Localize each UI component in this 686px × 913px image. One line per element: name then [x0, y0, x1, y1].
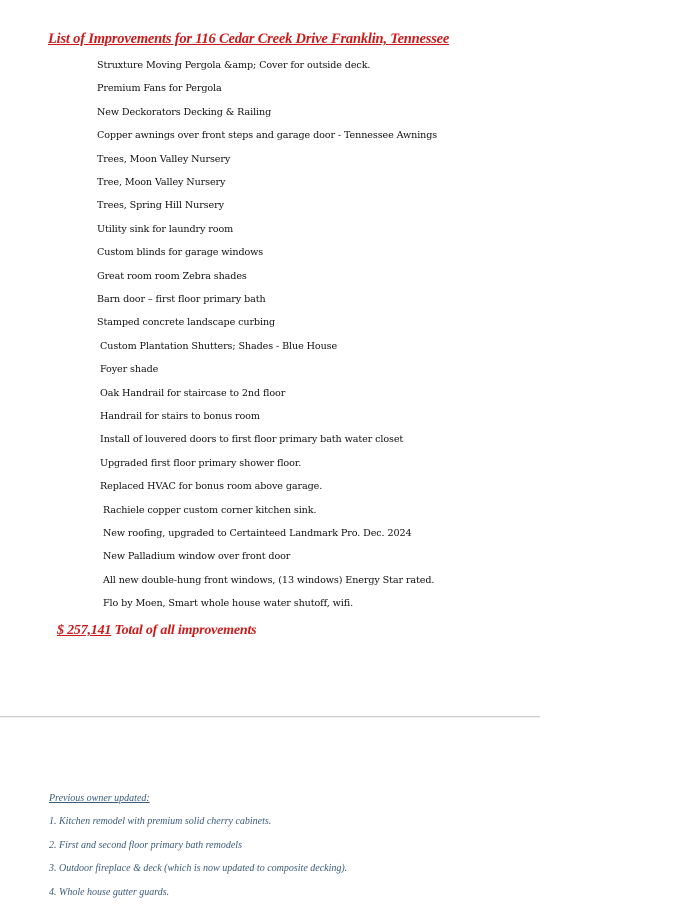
item-description: Foyer shade	[100, 364, 159, 376]
total-line	[57, 623, 256, 639]
item-description: Upgraded first floor primary shower floor.	[100, 457, 302, 469]
item-description: New Deckorators Decking & Railing	[97, 106, 272, 118]
item-description: Oak Handrail for staircase to 2nd floor	[100, 387, 286, 399]
section-divider	[0, 716, 540, 717]
item-description: Tree, Moon Valley Nursery	[97, 177, 226, 188]
item-description: Replaced HVAC for bonus room above garage.	[100, 481, 323, 493]
item-description: Barn door – first floor primary bath	[97, 294, 266, 305]
item-description: New Palladium window over front door	[103, 551, 291, 563]
item-description: Install of louvered doors to first floor primary bath water closet	[100, 434, 404, 446]
item-description: Struxture Moving Pergola &amp; Cover for outside deck.	[97, 60, 371, 71]
item-description: Great room room Zebra shades	[97, 270, 247, 282]
item-description: Custom Plantation Shutters; Shades - Blue House	[100, 340, 338, 352]
item-description: Premium Fans for Pergola	[97, 83, 222, 95]
item-description: Handrail for stairs to bonus room	[100, 411, 260, 422]
item-description: All new double-hung front windows, (13 windows) Energy Star rated.	[103, 574, 435, 586]
document-title: List of Improvements for 116 Cedar Creek Drive Franklin, Tennessee	[48, 31, 450, 47]
item-description: Rachiele copper custom corner kitchen sink.	[103, 504, 317, 516]
item-description: New roofing, upgraded to Certainteed Landmark Pro. Dec. 2024	[103, 528, 412, 539]
previous-owner-item: 4. Whole house gutter guards.	[49, 886, 170, 898]
item-description: Trees, Moon Valley Nursery	[97, 153, 231, 165]
previous-owner-item: 1. Kitchen remodel with premium solid cherry cabinets.	[49, 816, 272, 827]
item-description: Utility sink for laundry room	[97, 223, 234, 235]
total-label: Total of all improvements	[114, 623, 257, 638]
item-description: Trees, Spring Hill Nursery	[97, 200, 224, 212]
item-description: Stamped concrete landscape curbing	[97, 317, 276, 329]
item-description: Flo by Moen, Smart whole house water shutoff, wifi.	[103, 598, 354, 610]
previous-owner-heading: Previous owner updated:	[49, 793, 150, 804]
previous-owner-item: 2. First and second floor primary bath remodels	[49, 839, 242, 851]
total-amount: $ 257,141	[57, 623, 112, 638]
previous-owner-item: 3. Outdoor fireplace & deck (which is now updated to composite decking).	[49, 863, 348, 874]
item-description: Custom blinds for garage windows	[97, 247, 264, 259]
item-description: Copper awnings over front steps and garage door - Tennessee Awnings	[97, 130, 438, 142]
